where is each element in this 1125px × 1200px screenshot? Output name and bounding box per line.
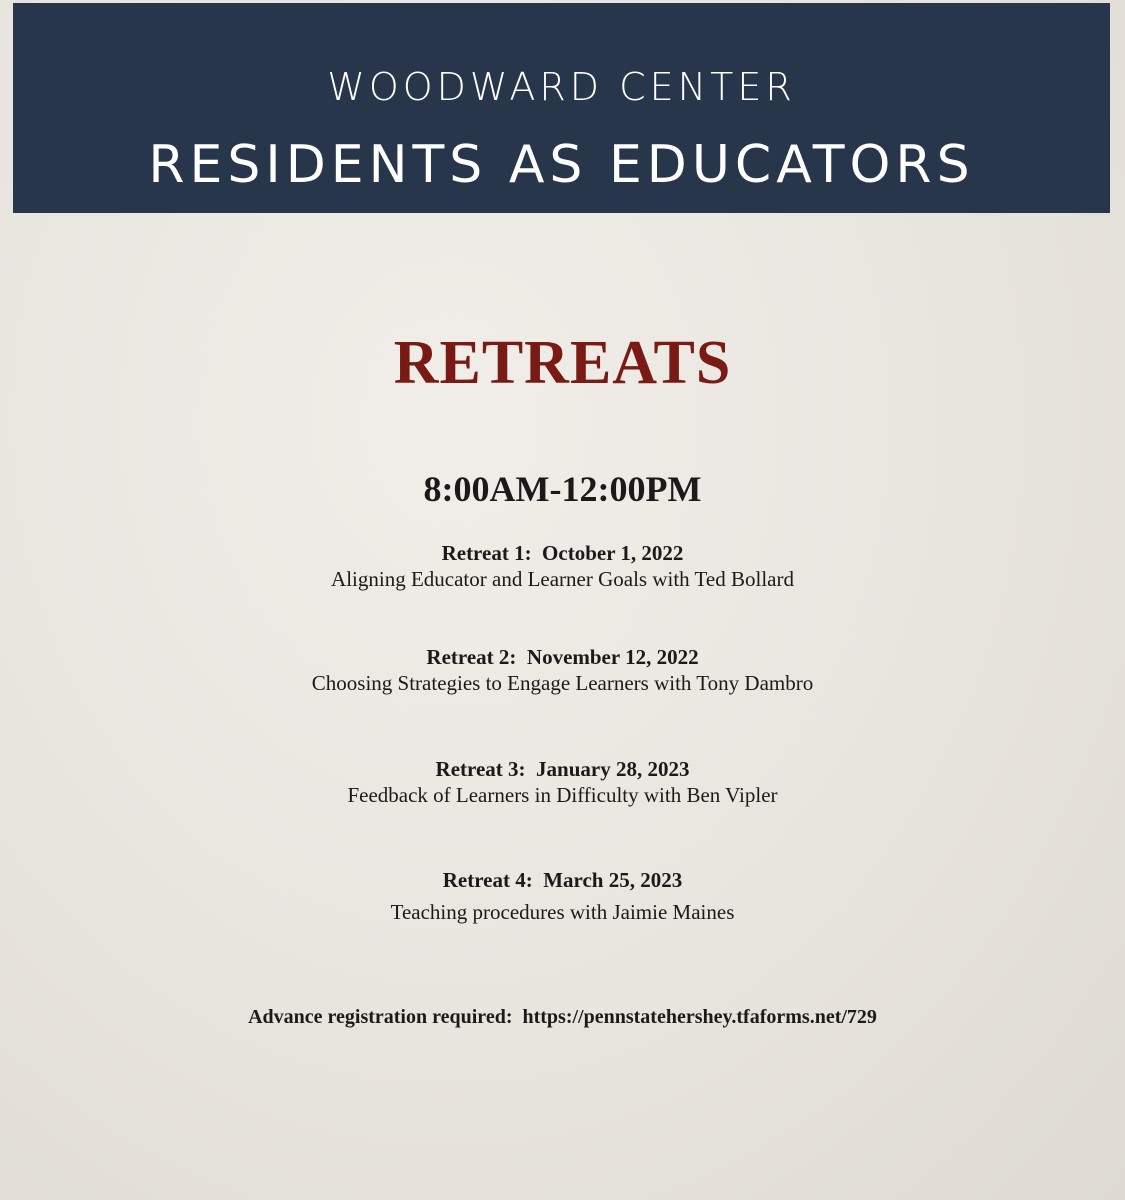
program-name: RESIDENTS AS EDUCATORS (148, 135, 975, 195)
retreat-item (0, 867, 1125, 925)
retreat-item (0, 644, 1125, 696)
registration-link[interactable]: Advance registration required: https://pennstatehershey.tfaforms.net/729 (248, 1006, 877, 1028)
retreat-topic: Teaching procedures with Jaimie Maines (390, 900, 735, 924)
header-banner (13, 3, 1110, 213)
retreat-heading: Retreat 3: January 28, 2023 (435, 757, 690, 781)
retreat-item (0, 756, 1125, 808)
page-title: RETREATS (393, 329, 732, 397)
retreat-heading: Retreat 2: November 12, 2022 (426, 645, 699, 669)
retreat-item (0, 540, 1125, 592)
retreat-heading: Retreat 4: March 25, 2023 (442, 868, 683, 892)
retreat-topic: Feedback of Learners in Difficulty with Ben Vipler (347, 783, 778, 807)
retreat-topic: Aligning Educator and Learner Goals with Ted Bollard (331, 567, 794, 591)
org-name: WOODWARD CENTER (327, 65, 796, 109)
retreat-heading: Retreat 1: October 1, 2022 (441, 541, 684, 565)
time-range: 8:00AM-12:00PM (423, 469, 702, 509)
retreat-topic: Choosing Strategies to Engage Learners with Tony Dambro (311, 671, 814, 695)
